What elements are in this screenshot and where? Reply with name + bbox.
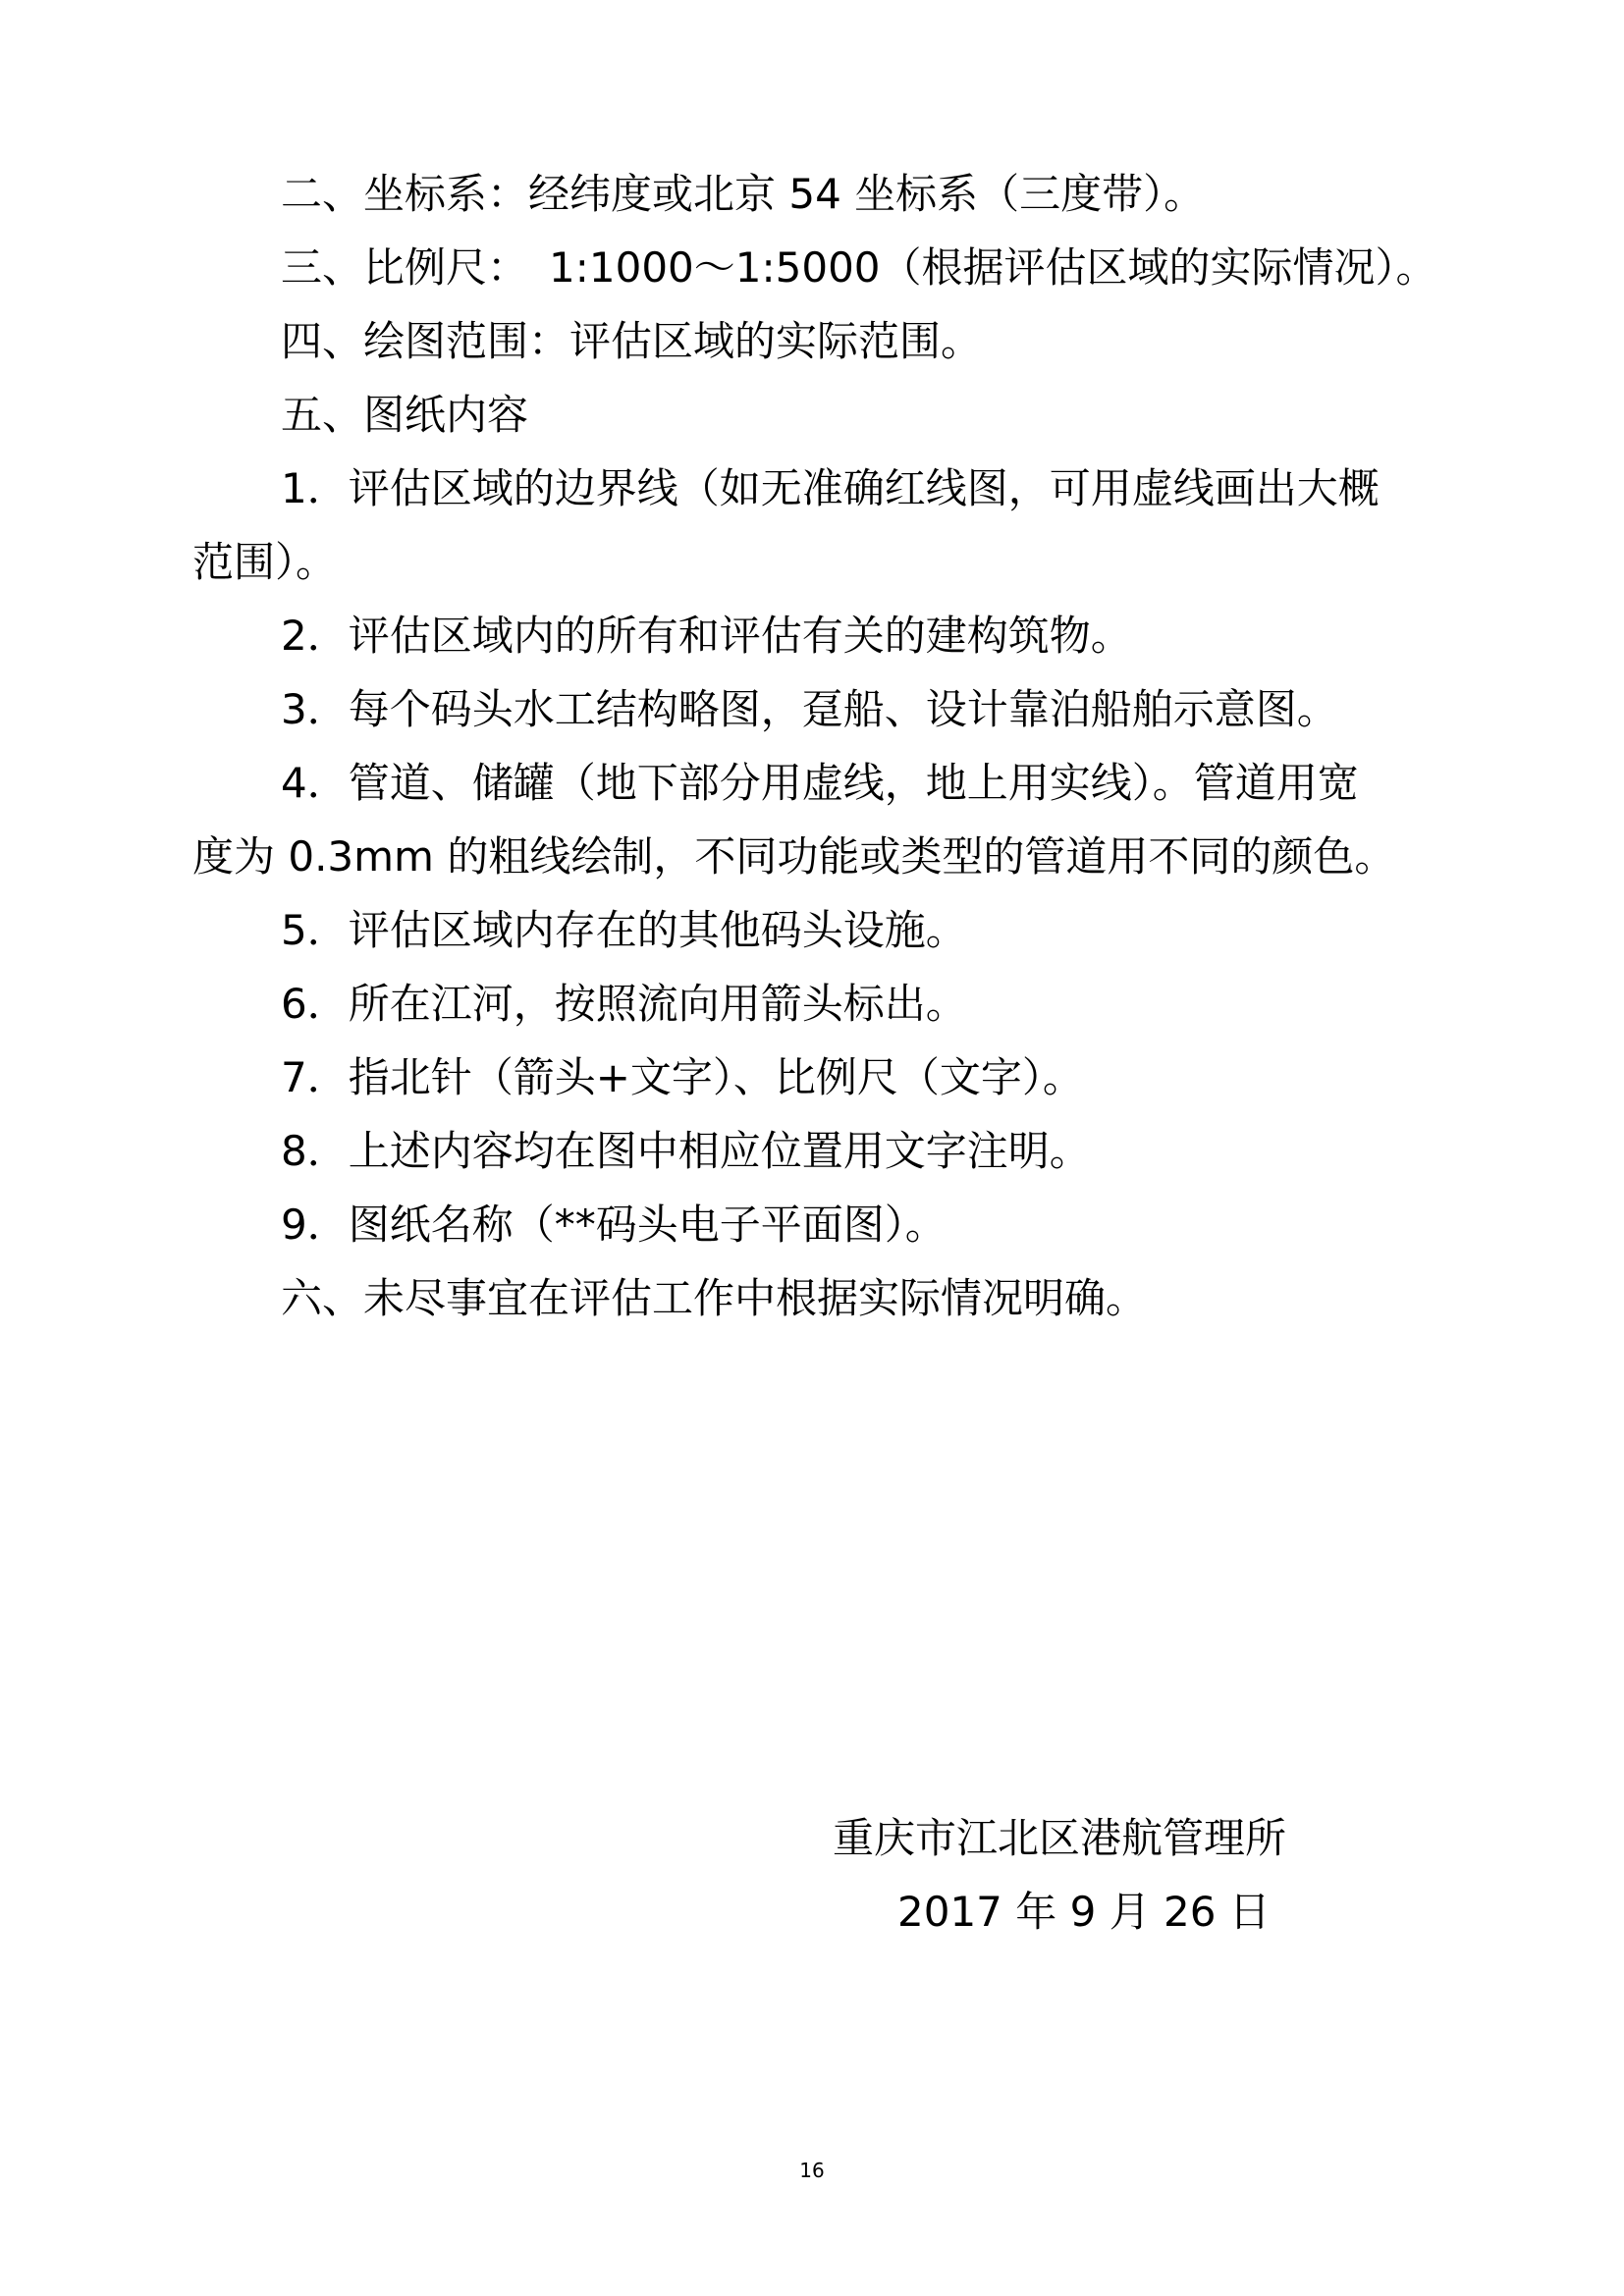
item-8: 8．上述内容均在图中相应位置用文字注明。 (281, 1127, 1091, 1175)
signature-date: 2017 年 9 月 26 日 (897, 1888, 1271, 1936)
signature-organization: 重庆市江北区港航管理所 (833, 1814, 1287, 1862)
item-1-line-2: 范围）。 (192, 538, 338, 586)
section-drawing-range: 四、绘图范围：评估区域的实际范围。 (281, 317, 983, 365)
item-9: 9．图纸名称（**码头电子平面图）。 (281, 1201, 947, 1249)
section-scale: 三、比例尺： 1:1000～1:5000（根据评估区域的实际情况）。 (281, 243, 1437, 292)
page-number: 16 (799, 2159, 825, 2182)
section-coordinate-system: 二、坐标系：经纬度或北京 54 坐标系（三度带）。 (281, 170, 1206, 218)
item-1-line-1: 1．评估区域的边界线（如无准确红线图，可用虚线画出大概 (281, 464, 1380, 512)
item-7: 7．指北针（箭头+文字）、比例尺（文字）。 (281, 1053, 1084, 1101)
section-other-matters: 六、未尽事宜在评估工作中根据实际情况明确。 (281, 1274, 1148, 1322)
item-4-line-2: 度为 0.3mm 的粗线绘制，不同功能或类型的管道用不同的颜色。 (192, 832, 1396, 881)
item-5: 5．评估区域内存在的其他码头设施。 (281, 906, 967, 954)
item-6: 6．所在江河，按照流向用箭头标出。 (281, 980, 967, 1028)
item-4-line-1: 4．管道、储罐（地下部分用虚线，地上用实线）。管道用宽 (281, 759, 1359, 807)
item-3: 3．每个码头水工结构略图，趸船、设计靠泊船舶示意图。 (281, 685, 1338, 733)
item-2: 2．评估区域内的所有和评估有关的建构筑物。 (281, 612, 1132, 660)
section-drawing-content: 五、图纸内容 (281, 391, 529, 439)
